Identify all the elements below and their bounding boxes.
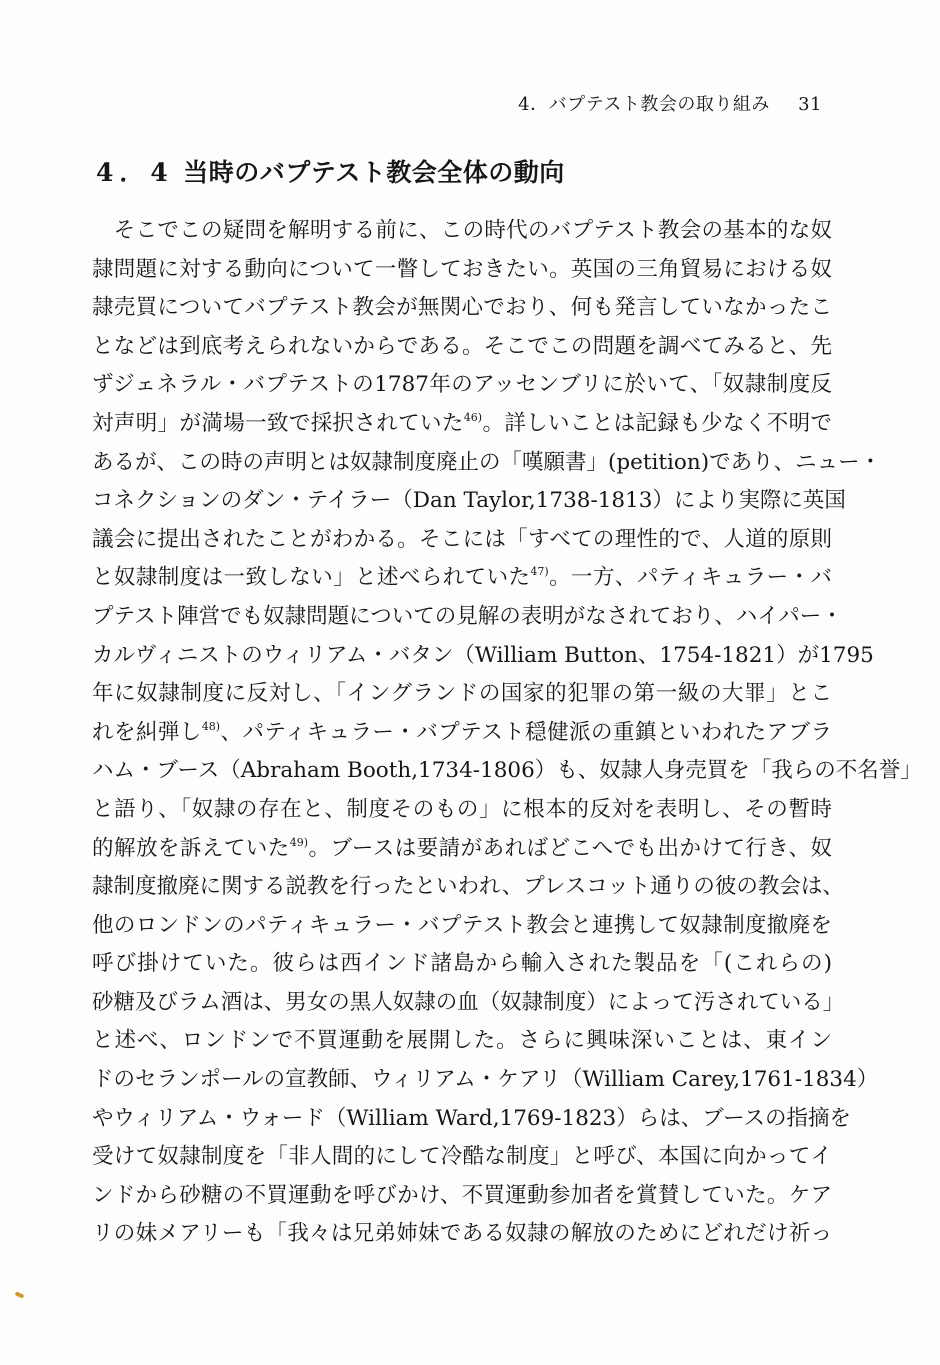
page-number: 31	[798, 94, 822, 115]
section-title: 当時のバプテスト教会全体の動向	[183, 158, 565, 187]
text-line	[92, 830, 832, 869]
text-line	[92, 1061, 879, 1100]
text-line-segment: あるが、この時の声明とは奴隷制度廃止の「嘆願書」(petition)であり、ニュー・	[92, 449, 882, 475]
text-line-segment: 隷問題に対する動向について一瞥しておきたい。英国の三角貿易における奴	[92, 256, 832, 282]
text-line	[92, 598, 843, 637]
text-line	[92, 1022, 832, 1061]
text-line	[92, 251, 832, 290]
text-line-segment: 隷売買についてバプテスト教会が無関心でおり、何も発言していなかったこ	[92, 295, 832, 321]
text-line	[92, 405, 832, 444]
text-line-segment: カルヴィニストのウィリアム・バタン（William Button、1754-1821）が1795	[92, 642, 874, 668]
text-line	[92, 984, 845, 1023]
text-line-segment: 隷制度撤廃に関する説教を行ったといわれ、プレスコット通りの彼の教会は、	[92, 874, 844, 900]
text-line	[92, 1177, 832, 1216]
text-line	[92, 521, 832, 560]
text-line-segment: プテスト陣営でも奴隷問題についての見解の表明がなされており、ハイパー・	[92, 603, 843, 629]
text-line-segment: 対声明」が満場一致で採択されていた	[92, 410, 464, 436]
footnote-reference: 46)	[463, 410, 483, 424]
text-line	[92, 289, 832, 328]
text-line-segment: ずジェネラル・バプテストの1787年のアッセンブリに於いて、「奴隷制度反	[92, 372, 832, 398]
text-line-segment: 。ブースは要請があればどこへでも出かけて行き、奴	[308, 835, 832, 861]
text-line-segment: そこでこの疑問を解明する前に、この時代のバプテスト教会の基本的な奴	[92, 218, 832, 243]
text-line-segment: 。詳しいことは記録も少なく不明で	[482, 410, 832, 436]
text-line	[92, 752, 922, 791]
text-line-segment: 。一方、パティキュラー・バ	[548, 565, 832, 591]
footnote-reference: 49)	[289, 835, 309, 849]
text-line-segment: と奴隷制度は一致しない」と述べられていた	[92, 565, 531, 591]
text-line-segment: 他のロンドンのパティキュラー・バプテスト教会と連携して奴隷制度撤廃を	[92, 912, 832, 938]
text-line-segment: 議会に提出されたことがわかる。そこには「すべての理性的で、人道的原則	[92, 526, 832, 552]
text-line	[92, 444, 882, 483]
text-line	[92, 868, 844, 907]
text-line-segment: 受けて奴隷制度を「非人間的にして冷酷な制度」と呼び、本国に向かってイ	[92, 1144, 832, 1170]
text-line	[92, 1215, 832, 1254]
text-line-segment: 呼び掛けていた。彼らは西インド諸島から輸入された製品を「(これらの)	[92, 951, 832, 977]
text-line	[92, 714, 832, 753]
footnote-reference: 47)	[530, 565, 549, 579]
text-line-segment: やウィリアム・ウォード（William Ward,1769-1823）らは、ブースの指摘を	[92, 1105, 852, 1131]
text-line-segment: と述べ、ロンドンで不買運動を展開した。さらに興味深いことは、東イン	[92, 1028, 832, 1054]
text-line-segment: コネクションのダン・テイラー（Dan Taylor,1738-1813）により実際に英国	[92, 488, 846, 514]
text-line-segment: ドのセランポールの宣教師、ウィリアム・ケアリ（William Carey,1761-1834）	[92, 1067, 879, 1093]
text-line-segment: 、パティキュラー・バプテスト穏健派の重鎮といわれたアブラ	[220, 719, 832, 745]
text-line	[92, 559, 832, 598]
text-line	[92, 791, 832, 830]
footnote-reference: 48)	[201, 719, 221, 733]
text-line-segment: ンドから砂糖の不買運動を呼びかけ、不買運動参加者を賞賛していた。ケア	[92, 1182, 832, 1208]
text-line	[92, 482, 846, 521]
body-text	[92, 212, 922, 1254]
text-line-segment: と語り、「奴隷の存在と、制度そのもの」に根本的反対を表明し、その暫時	[92, 796, 832, 822]
text-line	[92, 675, 832, 714]
text-line-segment: 的解放を訴えていた	[92, 835, 290, 861]
running-header-chapter: 4．バプテスト教会の取り組み	[518, 94, 770, 115]
text-line-segment: ハム・ブース（Abraham Booth,1734-1806）も、奴隷人身売買を「我らの不名誉」	[92, 758, 922, 784]
text-line	[92, 637, 874, 676]
text-line	[92, 1100, 852, 1139]
text-line	[92, 1138, 832, 1177]
section-number: 4．4	[96, 158, 174, 187]
paper-speck	[15, 1291, 25, 1298]
text-line	[92, 328, 832, 367]
text-line	[92, 212, 832, 251]
text-line-segment: リの妹メアリーも「我々は兄弟姉妹である奴隷の解放のためにどれだけ祈っ	[92, 1221, 832, 1247]
text-line-segment: れを糾弾し	[92, 719, 202, 745]
text-line-segment: 砂糖及びラム酒は、男女の黒人奴隷の血（奴隷制度）によって汚されている」	[92, 989, 845, 1015]
text-line	[92, 366, 832, 405]
section-heading	[96, 153, 565, 189]
text-line	[92, 907, 832, 946]
running-header	[518, 90, 822, 116]
text-line-segment: 年に奴隷制度に反対し、「イングランドの国家的犯罪の第一級の大罪」とこ	[92, 681, 832, 707]
text-line-segment: となどは到底考えられないからである。そこでこの問題を調べてみると、先	[92, 333, 832, 359]
text-line	[92, 945, 832, 984]
